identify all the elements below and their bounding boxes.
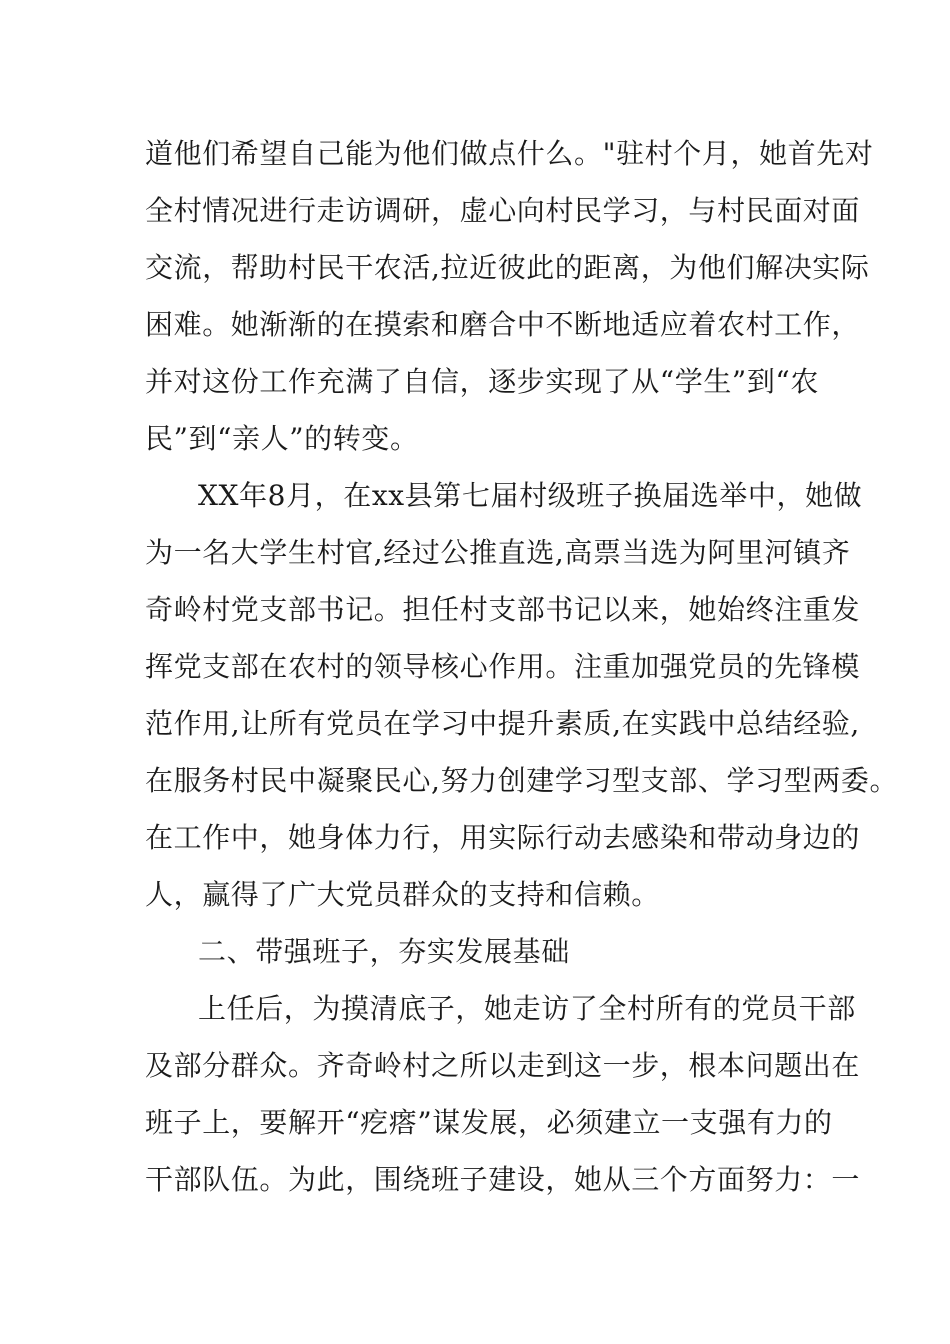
body-text-line: 奇岭村党支部书记。担任村支部书记以来，她始终注重发: [145, 593, 861, 626]
paragraph-start-line: 上任后，为摸清底子，她走访了全村所有的党员干部: [198, 992, 856, 1025]
body-text-line: 班子上，要解开“疙瘩”谋发展，必须建立一支强有力的: [145, 1106, 833, 1139]
body-text-line: 在工作中，她身体力行，用实际行动去感染和带动身边的: [145, 821, 861, 854]
body-text-line: 并对这份工作充满了自信，逐步实现了从“学生”到“农: [145, 365, 819, 398]
body-text-line: 全村情况进行走访调研，虚心向村民学习，与村民面对面: [145, 194, 861, 227]
body-text-line: 为一名大学生村官,经过公推直选,高票当选为阿里河镇齐: [145, 536, 851, 569]
body-text-line: 困难。她渐渐的在摸索和磨合中不断地适应着农村工作，: [145, 308, 861, 341]
paragraph-start-line: XX年8月，在xx县第七届村级班子换届选举中，她做: [198, 479, 863, 512]
body-text-line: 道他们希望自己能为他们做点什么。"驻村个月，她首先对: [145, 137, 874, 170]
body-text-line: 人，赢得了广大党员群众的支持和信赖。: [145, 878, 660, 911]
body-text-line: 挥党支部在农村的领导核心作用。注重加强党员的先锋模: [145, 650, 861, 683]
body-text-line: 在服务村民中凝聚民心,努力创建学习型支部、学习型两委。: [145, 764, 899, 797]
body-text-line: 干部队伍。为此，围绕班子建设，她从三个方面努力：一: [145, 1163, 861, 1196]
body-text-line: 交流，帮助村民干农活,拉近彼此的距离，为他们解决实际: [145, 251, 870, 284]
section-heading: 二、带强班子，夯实发展基础: [198, 935, 570, 968]
body-text-line: 及部分群众。齐奇岭村之所以走到这一步，根本问题出在: [145, 1049, 861, 1082]
body-text-line: 民”到“亲人”的转变。: [145, 422, 419, 455]
body-text-line: 范作用,让所有党员在学习中提升素质,在实践中总结经验,: [145, 707, 860, 740]
